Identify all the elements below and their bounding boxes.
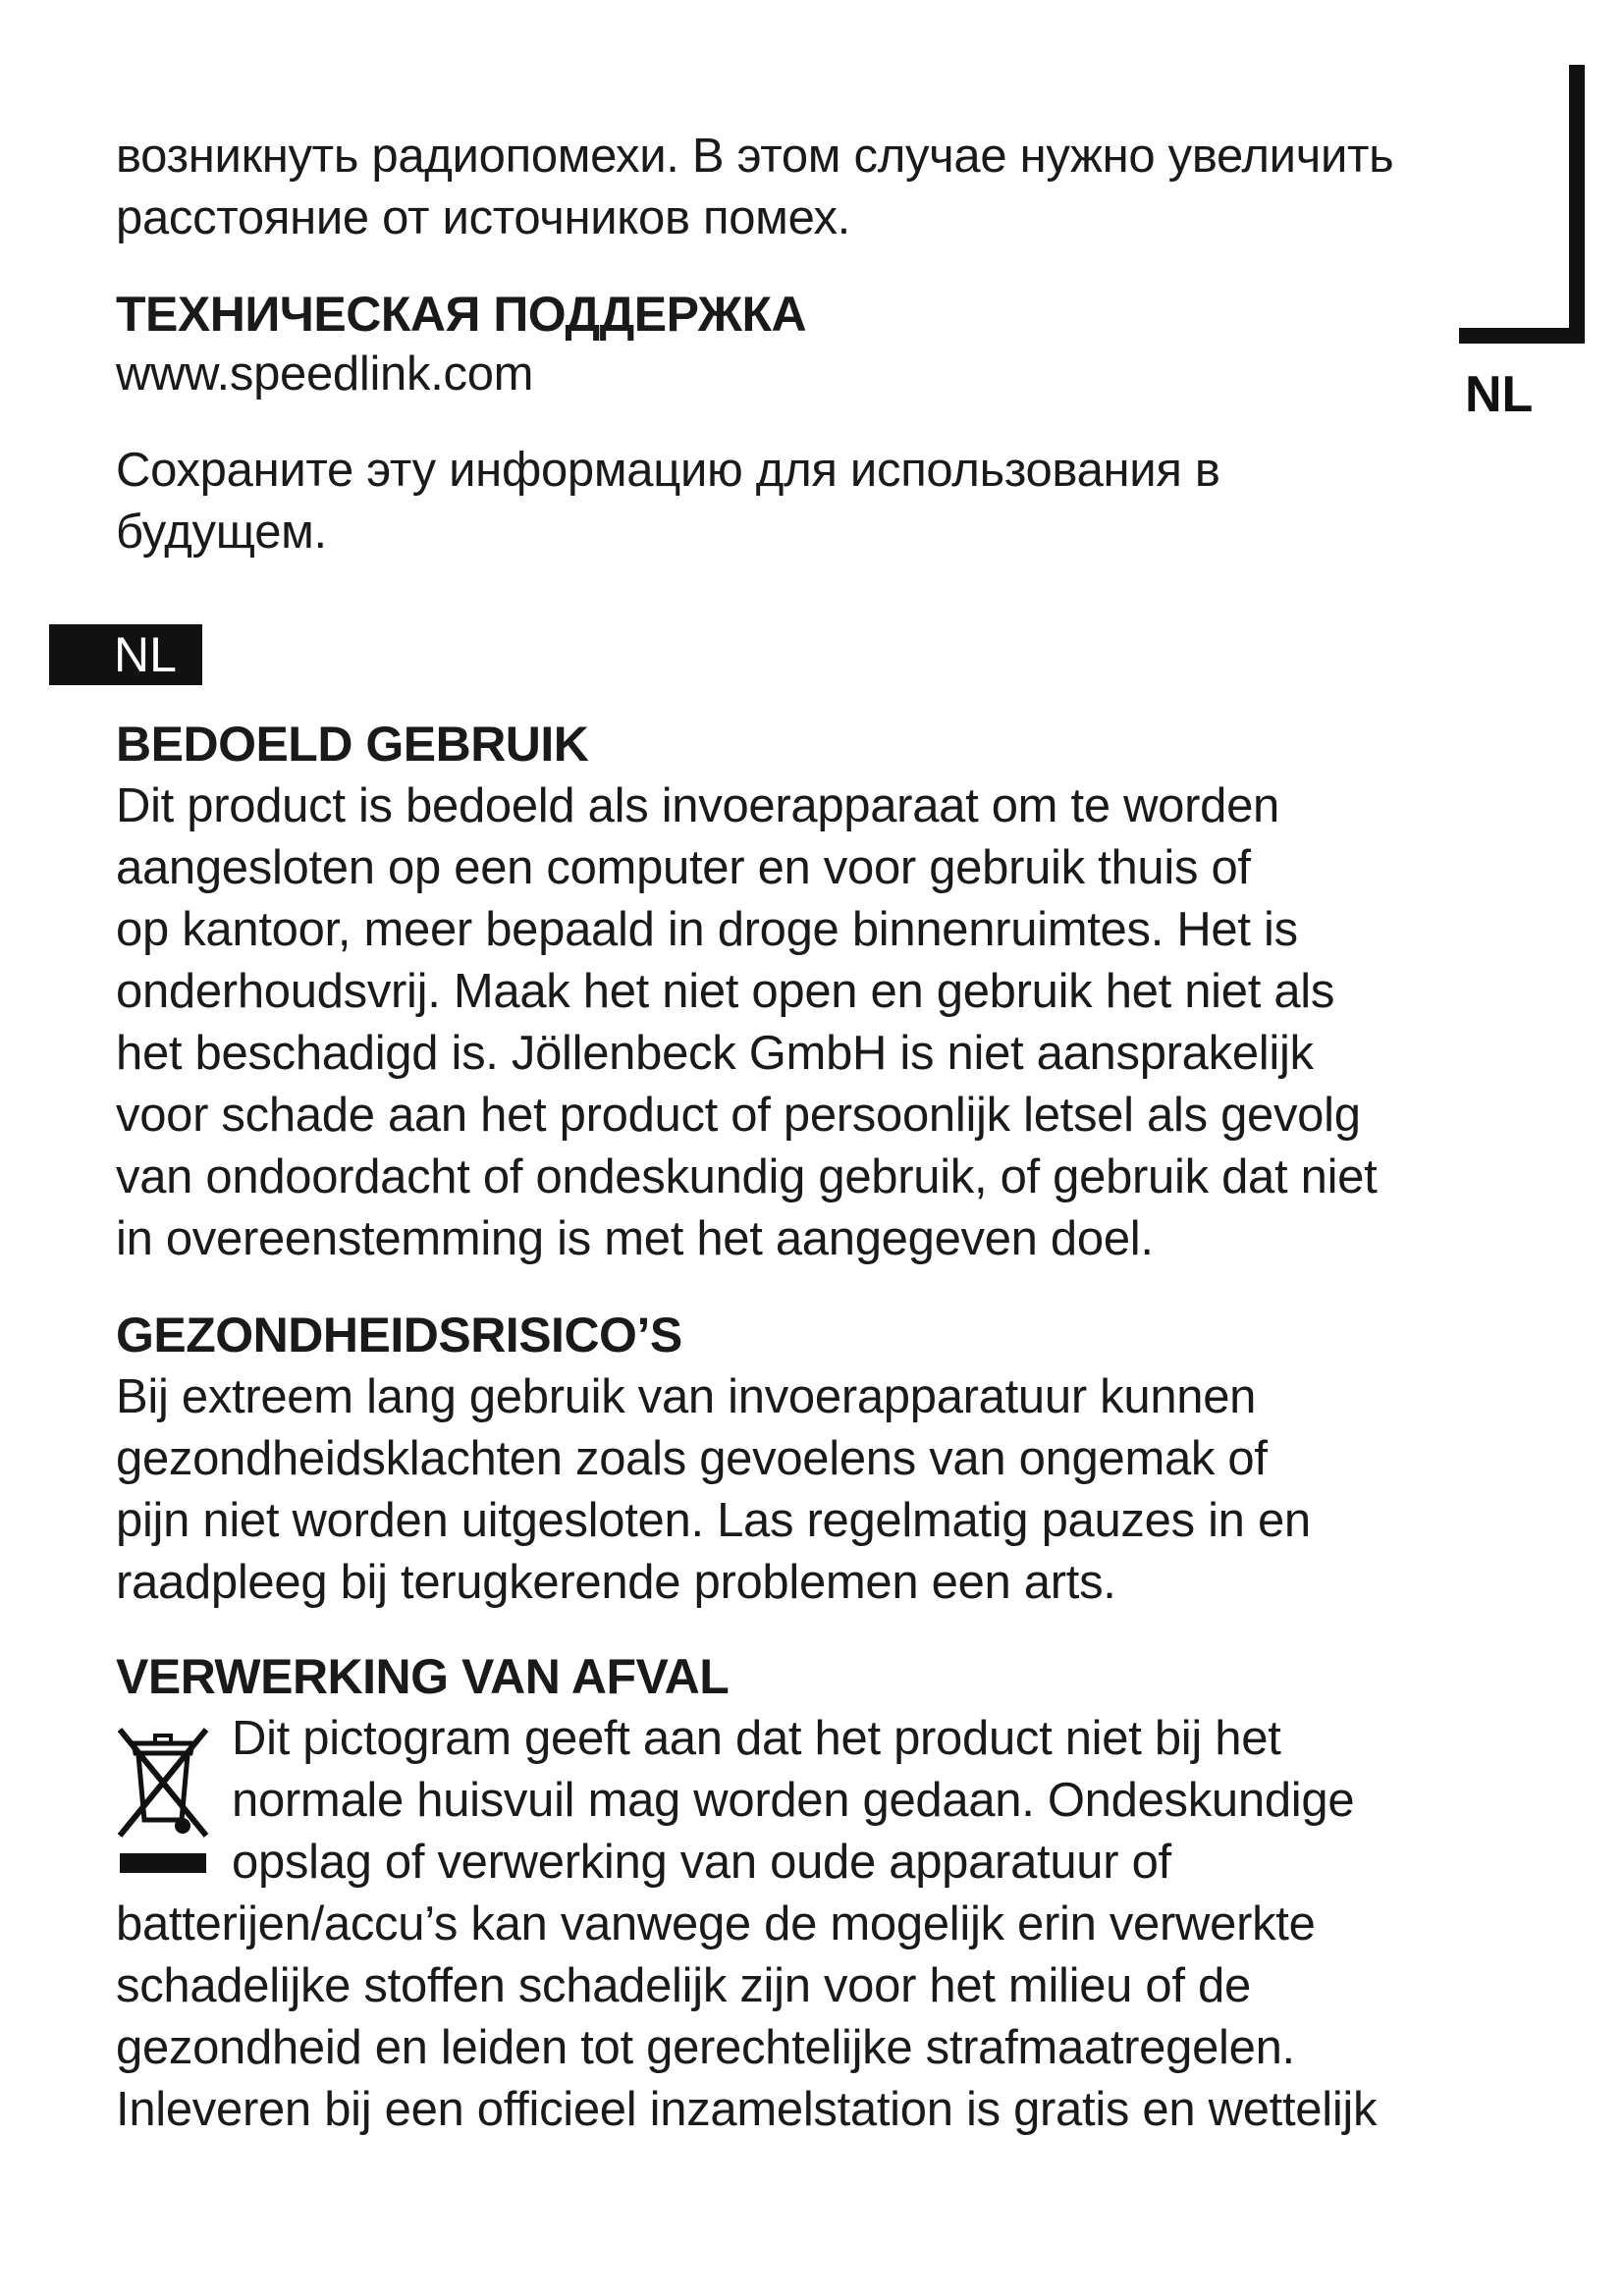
nl-intended-use-line: voor schade aan het product of persoonlijk letsel als gevolg: [116, 1089, 1361, 1142]
nl-disposal-paragraph: [116, 1894, 1412, 2141]
nl-intended-use-line: op kantoor, meer bepaald in droge binnenruimtes. Het is: [116, 903, 1298, 956]
nl-intended-use-line: aangesloten op een computer en voor gebruik thuis of: [116, 841, 1251, 894]
nl-health-line: gezondheidsklachten zoals gevoelens van ongemak of: [116, 1432, 1268, 1485]
corner-mark-horizontal: [1459, 328, 1585, 344]
nl-disposal-heading: VERWERKING VAN AFVAL: [116, 1649, 730, 1704]
nl-intended-use-line: Dit product is bedoeld als invoerapparaat om te worden: [116, 779, 1279, 832]
nl-health-paragraph: [116, 1366, 1412, 1614]
ru-support-url: www.speedlink.com: [116, 347, 534, 400]
nl-intended-use-line: het beschadigd is. Jöllenbeck GmbH is niet aansprakelijk: [116, 1027, 1314, 1080]
nl-disposal-line: gezondheid en leiden tot gerechtelijke strafmaatregelen.: [116, 2021, 1295, 2074]
nl-intended-use-line: van ondoordacht of ondeskundig gebruik, of gebruik dat niet: [116, 1150, 1378, 1203]
nl-disposal-line: batterijen/accu’s kan vanwege de mogelijk erin verwerkte: [116, 1897, 1316, 1950]
ru-support-heading: ТЕХНИЧЕСКАЯ ПОДДЕРЖКА: [116, 287, 807, 342]
nl-health-line: pijn niet worden uitgesloten. Las regelmatig pauzes in en: [116, 1494, 1311, 1547]
language-badge-nl: NL: [49, 624, 202, 685]
nl-disposal-line: Inleveren bij een officieel inzamelstation is gratis en wettelijk: [116, 2083, 1378, 2136]
nl-health-heading: GEZONDHEIDSRISICO’S: [116, 1308, 682, 1362]
nl-disposal-indented-line: normale huisvuil mag worden gedaan. Ondeskundige: [232, 1774, 1355, 1827]
nl-health-line: raadpleeg bij terugkerende problemen een arts.: [116, 1556, 1116, 1609]
nl-disposal-line: schadelijke stoffen schadelijk zijn voor het milieu of de: [116, 1959, 1251, 2012]
nl-health-line: Bij extreem lang gebruik van invoerapparatuur kunnen: [116, 1370, 1257, 1423]
ru-keep-line: Сохраните эту информацию для использования в: [116, 444, 1220, 497]
nl-disposal-indented-line: opslag of verwerking van oude apparatuur of: [232, 1836, 1171, 1889]
nl-disposal-indented-line: Dit pictogram geeft aan dat het product niet bij het: [232, 1712, 1281, 1765]
crossed-out-wheelie-bin-icon: [112, 1720, 214, 1877]
corner-mark-vertical: [1569, 65, 1585, 344]
ru-intro-line: расстояние от источников помех.: [116, 191, 850, 244]
ru-keep-line: будущем.: [116, 506, 327, 559]
nl-intended-use-heading: BEDOELD GEBRUIK: [116, 717, 589, 772]
ru-keep-info-paragraph: [116, 440, 1412, 563]
ru-intro-line: возникнуть радиопомехи. В этом случае нужно увеличить: [116, 130, 1394, 183]
nl-disposal-indented-paragraph: [232, 1708, 1354, 1894]
nl-intended-use-line: in overeenstemming is met het aangegeven doel.: [116, 1212, 1154, 1265]
side-tab-language-label: NL: [1465, 366, 1534, 423]
nl-intended-use-paragraph: [116, 775, 1412, 1270]
nl-intended-use-line: onderhoudsvrij. Maak het niet open en gebruik het niet als: [116, 965, 1335, 1018]
ru-intro-paragraph: [116, 126, 1412, 249]
